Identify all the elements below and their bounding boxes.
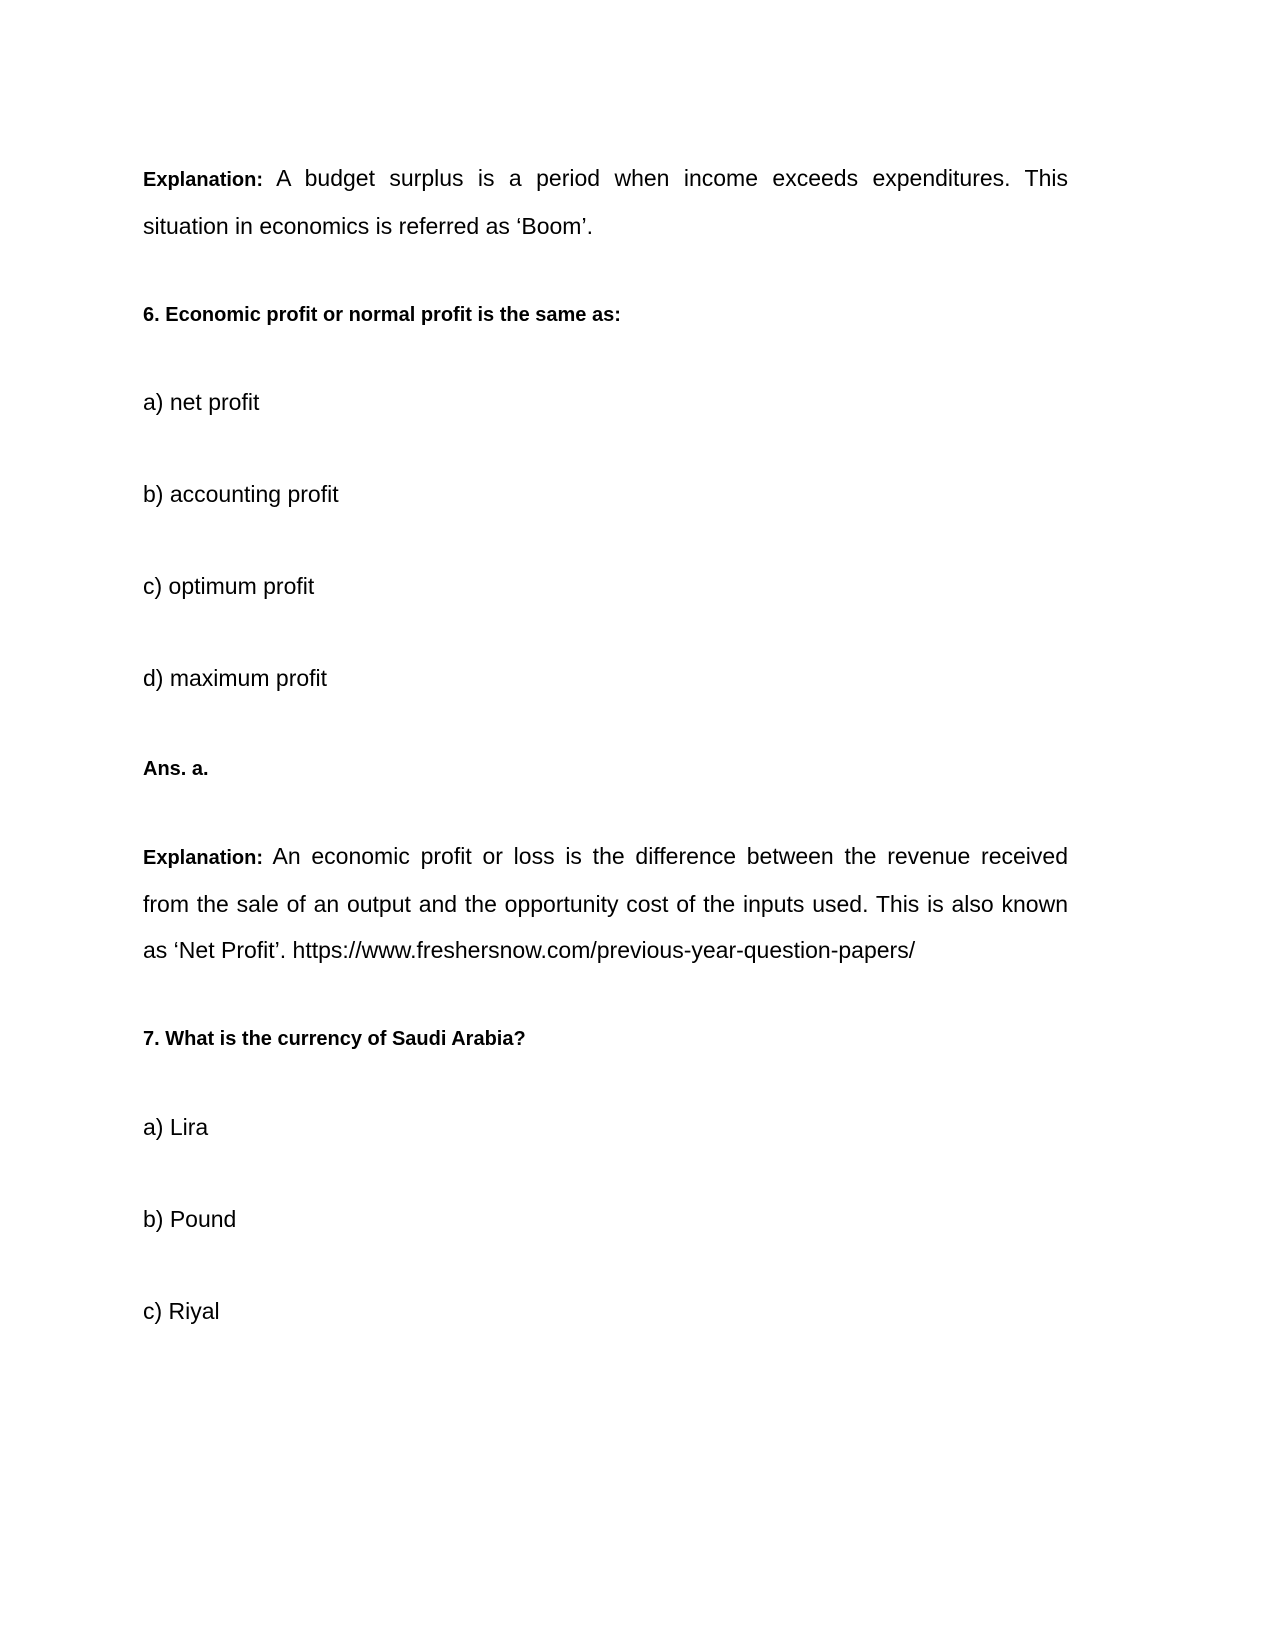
question-7-option-a: a) Lira bbox=[143, 1114, 209, 1140]
question-7-title: 7. What is the currency of Saudi Arabia? bbox=[143, 1028, 526, 1050]
explanation-label: Explanation: bbox=[143, 847, 264, 869]
explanation-text: A budget surplus is a period when income exceeds expenditures. This situation in economics is referred as ‘Boom’. bbox=[143, 165, 1068, 239]
question-6-option-b: b) accounting profit bbox=[143, 481, 339, 507]
question-6-option-d: d) maximum profit bbox=[143, 665, 328, 691]
question-7-option-b: b) Pound bbox=[143, 1206, 237, 1232]
explanation-text: An economic profit or loss is the difference between the revenue received from the sale of an output and the opportunity cost of the inputs used. This is also known as ‘Net Profit’. https://www.freshersnow.com/previous-year-question-papers/ bbox=[143, 843, 1068, 963]
question-6-title: 6. Economic profit or normal profit is the same as: bbox=[143, 304, 621, 326]
explanation-label: Explanation: bbox=[143, 169, 264, 191]
question-6-answer: Ans. a. bbox=[143, 758, 209, 780]
explanation-q6 bbox=[143, 833, 1068, 973]
question-7-option-c: c) Riyal bbox=[143, 1298, 220, 1324]
question-6-option-c: c) optimum profit bbox=[143, 573, 315, 599]
explanation-q5 bbox=[143, 155, 1068, 249]
question-6-option-a: a) net profit bbox=[143, 389, 260, 415]
